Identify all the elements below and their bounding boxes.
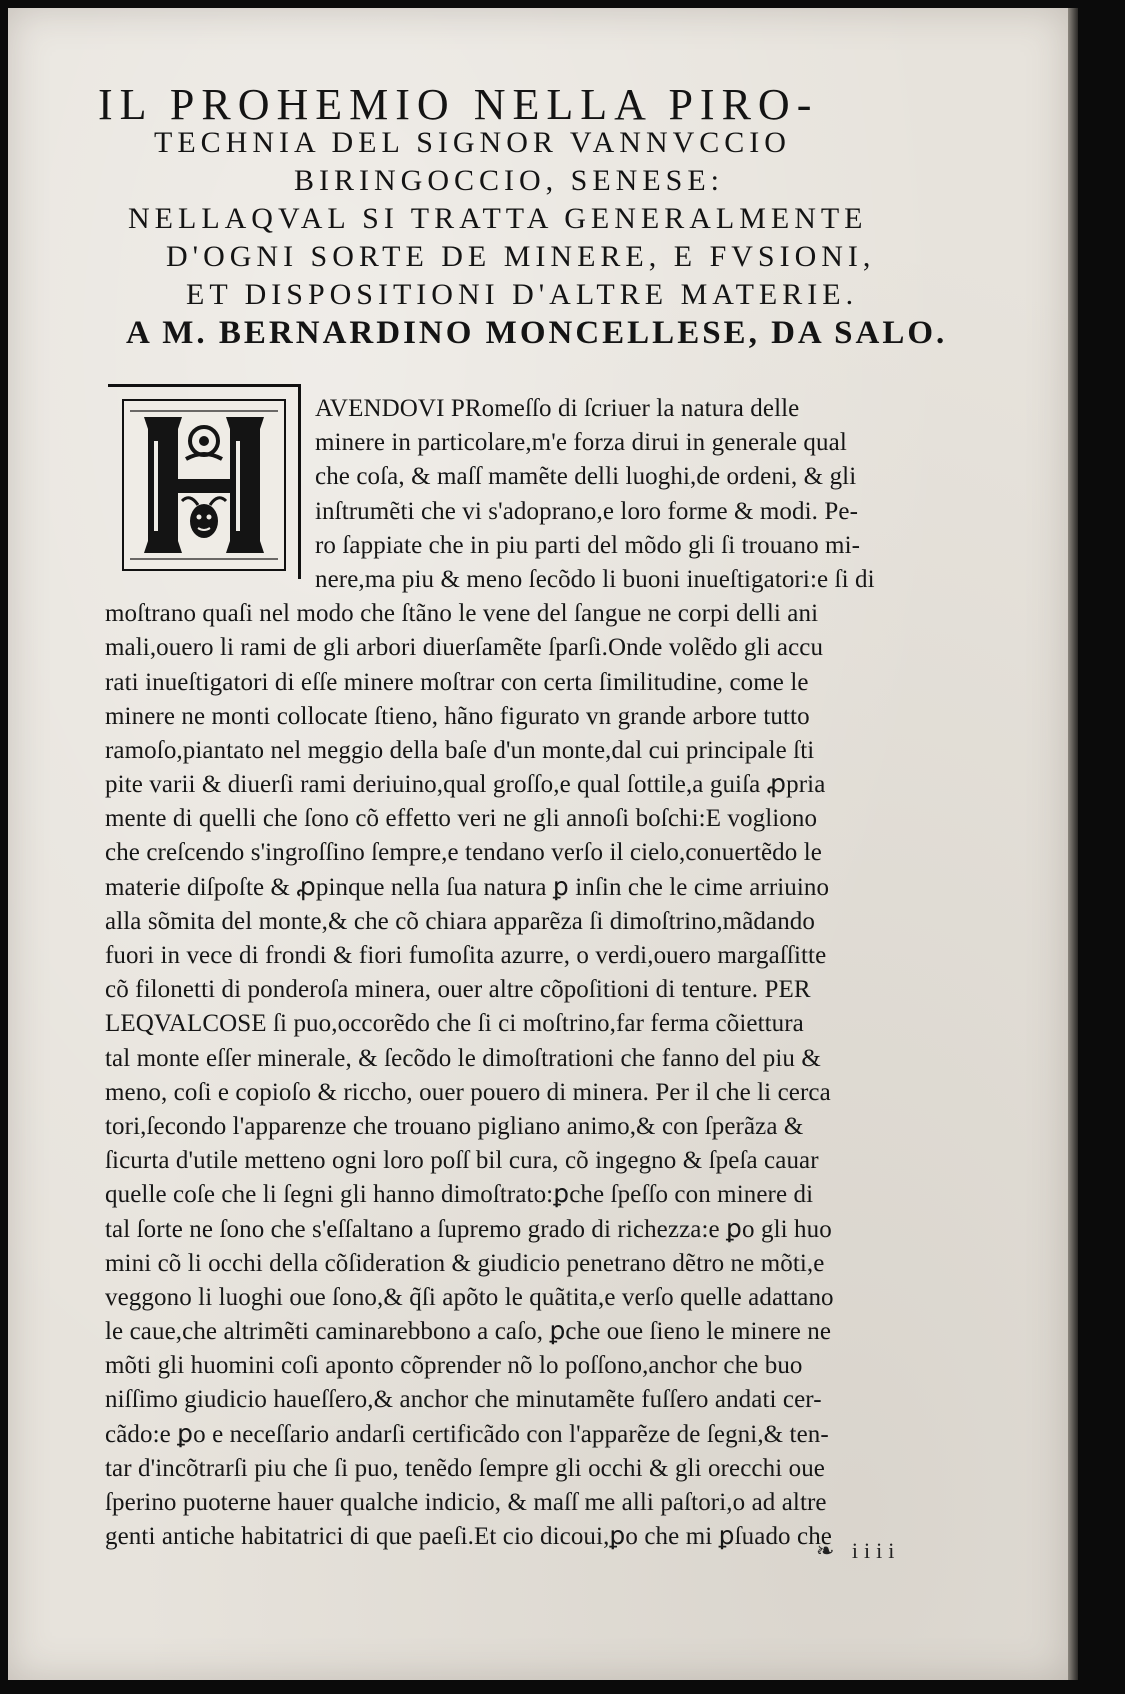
text-line: cãdo:e ꝑo e neceſſario andarſi certificãdo con l'apparẽze de ſegni,& ten-: [105, 1420, 829, 1448]
text-line: che creſcendo s'ingroſſino ſempre,e tendano verſo il cielo,conuertẽdo le: [105, 839, 822, 867]
text-line: tal monte eſſer minerale, & ſecõdo le dimoſtrationi che fanno del piu &: [105, 1044, 821, 1072]
prohemio-title: [98, 80, 998, 352]
text-line: quelle coſe che li ſegni gli hanno dimoſtrato:ꝑche ſpeſſo con minere di: [105, 1181, 814, 1209]
text-line: ſicurta d'utile metteno ogni loro poſſ bil cura, cõ ingegno & ſpeſa cauar: [105, 1147, 819, 1175]
title-line: BIRINGOCCIO, SENESE:: [294, 164, 725, 197]
text-line: ro ſappiate che in piu parti del mõdo gli ſi trouano mi-: [315, 531, 861, 559]
text-line: minere ne monti collocate ſtieno, hãno figurato vn grande arbore tutto: [105, 702, 810, 730]
text-line: mali,ouero li rami de gli arbori diuerſamẽte ſparſi.Onde volẽdo gli accu: [105, 634, 824, 662]
text-line: genti antiche habitatrici di que paeſi.Et cio dicoui,ꝑo che mi ꝑſuado che: [105, 1523, 832, 1551]
text-line: ſperino puoterne hauer qualche indicio, & maſſ me alli paſtori,o ad altre: [105, 1489, 827, 1516]
title-line: ET DISPOSITIONI D'ALTRE MATERIE.: [186, 278, 859, 311]
text-line: tal ſorte ne ſono che s'eſſaltano a ſupremo grado di richezza:e ꝑo gli huo: [105, 1215, 832, 1243]
text-line: mente di quelli che ſono cõ effetto veri ne gli annoſi boſchi:E vogliono: [105, 805, 818, 833]
text-line: AVENDOVI PRomeſſo di ſcriuer la natura delle: [315, 395, 800, 422]
text-line: mini cõ li occhi della cõſideration & giudicio penetrano dẽtro ne mõti,e: [105, 1249, 825, 1277]
title-line: TECHNIA DEL SIGNOR VANNVCCIO: [154, 126, 791, 159]
text-line: tori,ſecondo l'apparenze che trouano pigliano animo,& con ſperãza &: [105, 1112, 804, 1140]
text-line: cõ filonetti di ponderoſa minera, ouer altre cõpoſitioni di tenture. PER: [105, 976, 811, 1004]
text-line: le caue,che altrimẽti caminarebbono a caſo, ꝑche oue ſieno le minere ne: [105, 1318, 832, 1346]
text-line: materie diſpoſte & ꝓpinque nella ſua natura ꝑ inſin che le cime arriuino: [105, 873, 830, 901]
signature-mark: ❧ iiii: [816, 1538, 901, 1563]
page-edge: [1068, 8, 1078, 1680]
text-line: che coſa, & maſſ mamẽte delli luoghi,de ordeni, & gli: [315, 463, 857, 491]
prohemio-body: [105, 392, 985, 1554]
text-line: minere in particolare,m'e forza dirui in generale qual: [315, 429, 847, 457]
text-line: nere,ma piu & meno ſecõdo li buoni inueſtigatori:e ſi di: [315, 565, 875, 593]
book-page: [8, 8, 1068, 1680]
text-line: niſſimo giudicio haueſſero,& anchor che minutamẽte fuſſero andati cer-: [105, 1386, 822, 1414]
text-line: LEQVALCOSE ſi puo,occorẽdo che ſi ci moſtrino,far ferma cõiettura: [105, 1010, 804, 1038]
text-line: veggono li luoghi oue ſono,& q̃ſi apõto le quãtita,e verſo quelle adattano: [105, 1283, 834, 1311]
text-line: ramoſo,piantato nel meggio della baſe d'un monte,dal cui principale ſti: [105, 736, 815, 764]
title-line: D'OGNI SORTE DE MINERE, E FVSIONI,: [166, 240, 876, 273]
text-line: alla sõmita del monte,& che cõ chiara apparẽza ſi dimoſtrino,mãdando: [105, 907, 816, 935]
text-line: mõti gli huomini coſi aponto cõprender nõ lo poſſono,anchor che buo: [105, 1352, 803, 1380]
title-line: IL PROHEMIO NELLA PIRO-: [98, 80, 819, 129]
title-line: NELLAQVAL SI TRATTA GENERALMENTE: [128, 202, 868, 235]
dedication-line: A M. BERNARDINO MONCELLESE, DA SALO.: [126, 315, 948, 351]
text-line: pite varii & diuerſi rami deriuino,qual groſſo,e qual ſottile,a guiſa ꝓpria: [105, 771, 826, 799]
text-line: moſtrano quaſi nel modo che ſtãno le vene del ſangue ne corpi delli ani: [105, 600, 819, 628]
text-line: rati inueſtigatori di eſſe minere moſtrar con certa ſimilitudine, come le: [105, 668, 809, 696]
text-line: meno, coſi e copioſo & riccho, ouer pouero di minera. Per il che li cerca: [105, 1078, 831, 1106]
text-line: tar d'incõtrarſi piu che ſi puo, tenẽdo ſempre gli occhi & gli orecchi oue: [105, 1454, 825, 1482]
text-line: inſtrumẽti che vi s'adoprano,e loro forme & modi. Pe-: [315, 497, 859, 525]
text-line: fuori in vece di frondi & fiori fumoſita azurre, o verdi,ouero margaſſitte: [105, 942, 827, 969]
